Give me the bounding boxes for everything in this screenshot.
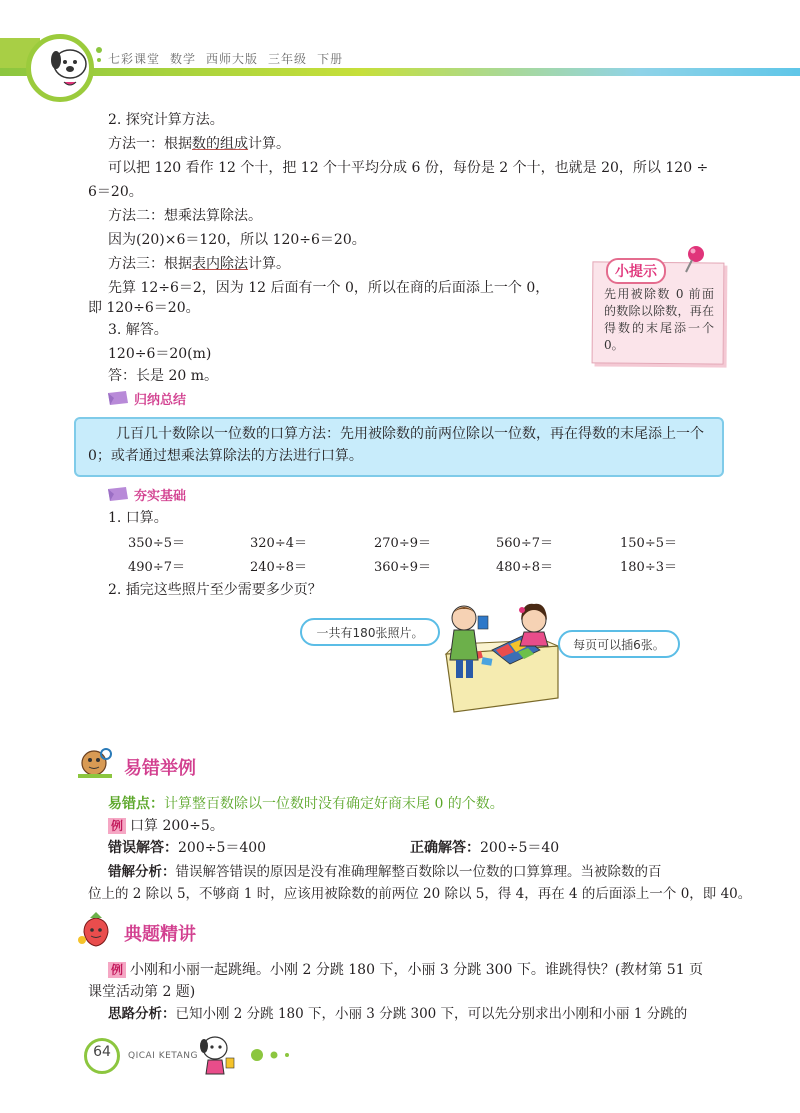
exercise-item: 180÷3＝ xyxy=(620,560,677,575)
tip-title: 小提示 xyxy=(606,258,666,284)
footer-brand: QICAI KETANG xyxy=(128,1051,198,1061)
mistakes-title: 易错举例 xyxy=(124,758,196,779)
dog-mascot-icon xyxy=(190,1030,240,1080)
footer-dots-icon xyxy=(250,1048,300,1062)
analysis-line1 xyxy=(108,862,662,882)
answer-equation: 120÷6＝20(m) xyxy=(108,346,212,362)
exercise-item: 240÷8＝ xyxy=(250,560,307,575)
summary-tag: 归纳总结 xyxy=(134,393,187,408)
exercise-item: 320÷4＝ xyxy=(250,536,307,551)
right-answer-label: 正确解答： xyxy=(410,840,480,856)
method-two-line: 因为(20)×6＝120，所以 120÷6＝20。 xyxy=(108,232,366,248)
exercise-item: 150÷5＝ xyxy=(620,536,677,551)
explore-heading: 2. 探究计算方法。 xyxy=(108,112,224,128)
page-number: 64 xyxy=(93,1044,111,1060)
exercise-item: 490÷7＝ xyxy=(128,560,185,575)
method-one-line1: 可以把 120 看作 12 个十，把 12 个十平均分成 6 份，每份是 2 个十，也就是 20，所以 120 ÷ xyxy=(108,160,709,176)
answer-text: 答：长是 20 m。 xyxy=(108,368,218,384)
wrong-answer xyxy=(108,838,266,858)
exercise-item: 350÷5＝ xyxy=(128,536,185,551)
tag-ribbon-icon xyxy=(106,486,130,502)
exercise-item: 360÷9＝ xyxy=(374,560,431,575)
answer-heading: 3. 解答。 xyxy=(108,322,168,338)
method-one-title xyxy=(108,134,290,154)
summary-text: 几百几十数除以一位数的口算方法：先用被除数的前两位除以一位数，再在得数的末尾添上一个 0；或者通过想乘法算除法的方法进行口算。 xyxy=(88,426,704,464)
mistake-point xyxy=(108,794,504,814)
magnifier-character-icon xyxy=(76,746,114,780)
typical-example-text-1: 小刚和小丽一起跳绳。小刚 2 分跳 180 下，小丽 3 分跳 300 下。谁跳得快？(教材第 51 页 xyxy=(130,962,704,978)
header-grade: 三年级 xyxy=(268,52,308,66)
kids-with-photo-album-illustration xyxy=(296,594,576,724)
method-three-suffix: 计算。 xyxy=(248,256,290,272)
speech-bubble-total: 一共有180张照片。 xyxy=(300,618,440,646)
exercise-item: 480÷8＝ xyxy=(496,560,553,575)
exercise-item: 560÷7＝ xyxy=(496,536,553,551)
push-pin-icon xyxy=(682,244,708,274)
header-subject: 数学 xyxy=(170,52,197,66)
mistake-point-label: 易错点： xyxy=(108,796,164,812)
right-answer xyxy=(410,838,559,858)
header-dots-icon xyxy=(92,46,106,66)
mistake-point-text: 计算整百数除以一位数时没有确定好商末尾 0 的个数。 xyxy=(164,796,504,812)
header-volume: 下册 xyxy=(317,52,344,66)
method-three-line1: 先算 12÷6＝2，因为 12 后面有一个 0，所以在商的后面添上一个 0， xyxy=(108,280,550,296)
analysis-text-1: 错误解答错误的原因是没有准确理解整百数除以一位数的口算算理。当被除数的百 xyxy=(175,864,662,880)
method-three-title xyxy=(108,254,290,274)
tag-ribbon-icon xyxy=(106,390,130,406)
dog-mascot-icon xyxy=(42,38,98,94)
typical-example-line2: 课堂活动第 2 题) xyxy=(88,984,196,1000)
method-one-prefix: 方法一：根据 xyxy=(108,136,192,152)
photo-question: 2. 插完这些照片至少需要多少页？ xyxy=(108,582,322,598)
analysis-line2: 位上的 2 除以 5，不够商 1 时，应该用被除数的前两位 20 除以 5，得 4，再在 4 的后面添上一个 0，即 40。 xyxy=(88,886,752,902)
typical-example-line1 xyxy=(108,960,703,980)
tip-text: 先用被除数 0 前面的数除以除数，再在得数的末尾添一个 0。 xyxy=(604,287,714,352)
speech-bubble-per-page: 每页可以插6张。 xyxy=(558,630,680,658)
method-one-key: 数的组成 xyxy=(192,136,248,152)
idea-analysis xyxy=(108,1004,687,1024)
basics-tag: 夯实基础 xyxy=(134,489,187,504)
exercise-item: 270÷9＝ xyxy=(374,536,431,551)
example-badge: 例 xyxy=(108,962,126,978)
mistake-example-text: 口算 200÷5。 xyxy=(130,818,224,834)
wrong-answer-text: 200÷5＝400 xyxy=(178,840,267,856)
header-series: 七彩课堂 xyxy=(108,52,161,66)
method-one-line2: 6＝20。 xyxy=(88,184,143,200)
header-edition: 西师大版 xyxy=(206,52,259,66)
header-title xyxy=(108,50,353,67)
right-answer-text: 200÷5＝40 xyxy=(480,840,560,856)
mistake-example xyxy=(108,816,224,836)
method-three-key: 表内除法 xyxy=(192,256,248,272)
example-badge: 例 xyxy=(108,818,126,834)
method-three-prefix: 方法三：根据 xyxy=(108,256,192,272)
method-three-line2: 即 120÷6＝20。 xyxy=(88,300,200,316)
header-gradient-bar xyxy=(0,68,800,76)
method-two-title: 方法二：想乘法算除法。 xyxy=(108,208,262,224)
strawberry-character-icon xyxy=(76,912,116,948)
wrong-answer-label: 错误解答： xyxy=(108,840,178,856)
typical-title: 典题精讲 xyxy=(124,924,196,945)
idea-text: 已知小刚 2 分跳 180 下，小丽 3 分跳 300 下，可以先分别求出小刚和小丽 1 分跳的 xyxy=(175,1006,688,1022)
analysis-label: 错解分析： xyxy=(108,864,176,880)
idea-label: 思路分析： xyxy=(108,1006,176,1022)
method-one-suffix: 计算。 xyxy=(248,136,290,152)
oral-calc-heading: 1. 口算。 xyxy=(108,510,168,526)
